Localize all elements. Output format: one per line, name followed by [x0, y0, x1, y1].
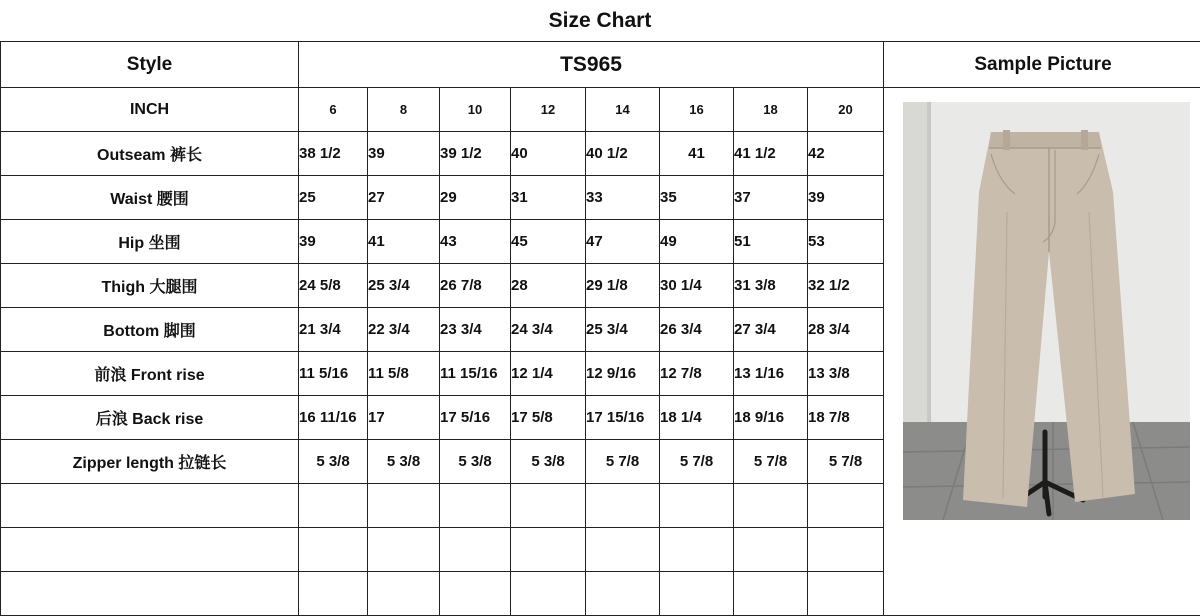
- value-cell: 12 7/8: [660, 352, 734, 396]
- empty-cell: [299, 484, 368, 528]
- header-row: [1, 42, 1200, 88]
- value-cell: 29: [440, 176, 511, 220]
- value-cell: 13 1/16: [734, 352, 808, 396]
- size-cell: 8: [368, 88, 440, 132]
- size-cell: 18: [734, 88, 808, 132]
- value-cell: 51: [734, 220, 808, 264]
- value-cell: 5 3/8: [440, 440, 511, 484]
- empty-cell: [660, 528, 734, 572]
- value-cell: 5 3/8: [299, 440, 368, 484]
- value-cell: 40 1/2: [586, 132, 660, 176]
- value-cell: 5 7/8: [808, 440, 884, 484]
- value-cell: 13 3/8: [808, 352, 884, 396]
- value-cell: 31 3/8: [734, 264, 808, 308]
- value-cell: 17: [368, 396, 440, 440]
- empty-cell: [511, 528, 586, 572]
- value-cell: 11 5/16: [299, 352, 368, 396]
- value-cell: 11 15/16: [440, 352, 511, 396]
- value-cell: 25 3/4: [586, 308, 660, 352]
- value-cell: 12 9/16: [586, 352, 660, 396]
- value-cell: 18 7/8: [808, 396, 884, 440]
- value-cell: 12 1/4: [511, 352, 586, 396]
- value-cell: 31: [511, 176, 586, 220]
- value-cell: 29 1/8: [586, 264, 660, 308]
- model-header: TS965: [299, 42, 884, 88]
- sample-picture-header: Sample Picture: [884, 42, 1200, 88]
- value-cell: 40: [511, 132, 586, 176]
- empty-cell: [440, 528, 511, 572]
- row-label: Hip 坐围: [1, 220, 299, 264]
- empty-cell: [734, 528, 808, 572]
- value-cell: 33: [586, 176, 660, 220]
- row-label: Waist 腰围: [1, 176, 299, 220]
- value-cell: 53: [808, 220, 884, 264]
- value-cell: 28: [511, 264, 586, 308]
- style-header: Style: [1, 42, 299, 88]
- value-cell: 27 3/4: [734, 308, 808, 352]
- empty-cell: [440, 484, 511, 528]
- empty-cell: [808, 528, 884, 572]
- value-cell: 22 3/4: [368, 308, 440, 352]
- value-cell: 5 7/8: [586, 440, 660, 484]
- size-cell: 20: [808, 88, 884, 132]
- row-label: 后浪 Back rise: [1, 396, 299, 440]
- value-cell: 23 3/4: [440, 308, 511, 352]
- row-label: Zipper length 拉链长: [1, 440, 299, 484]
- value-cell: 25: [299, 176, 368, 220]
- value-cell: 41 1/2: [734, 132, 808, 176]
- value-cell: 17 15/16: [586, 396, 660, 440]
- value-cell: 42: [808, 132, 884, 176]
- empty-cell: [1, 484, 299, 528]
- value-cell: 41: [660, 132, 734, 176]
- chart-title: Size Chart: [0, 0, 1200, 41]
- empty-cell: [1, 528, 299, 572]
- size-row: [1, 88, 1200, 132]
- empty-cell: [660, 484, 734, 528]
- value-cell: 37: [734, 176, 808, 220]
- row-label: Bottom 脚围: [1, 308, 299, 352]
- value-cell: 43: [440, 220, 511, 264]
- value-cell: 49: [660, 220, 734, 264]
- size-cell: 10: [440, 88, 511, 132]
- value-cell: 27: [368, 176, 440, 220]
- value-cell: 39: [368, 132, 440, 176]
- value-cell: 38 1/2: [299, 132, 368, 176]
- value-cell: 24 3/4: [511, 308, 586, 352]
- value-cell: 5 3/8: [511, 440, 586, 484]
- size-cell: 12: [511, 88, 586, 132]
- size-chart-table: [0, 41, 1200, 616]
- value-cell: 24 5/8: [299, 264, 368, 308]
- value-cell: 26 3/4: [660, 308, 734, 352]
- sample-picture-cell: [884, 88, 1200, 616]
- empty-cell: [734, 484, 808, 528]
- size-cell: 6: [299, 88, 368, 132]
- value-cell: 32 1/2: [808, 264, 884, 308]
- value-cell: 28 3/4: [808, 308, 884, 352]
- empty-cell: [299, 528, 368, 572]
- value-cell: 45: [511, 220, 586, 264]
- sample-picture: [903, 102, 1190, 520]
- size-cell: 16: [660, 88, 734, 132]
- value-cell: 41: [368, 220, 440, 264]
- value-cell: 39: [808, 176, 884, 220]
- row-label: Thigh 大腿围: [1, 264, 299, 308]
- value-cell: 35: [660, 176, 734, 220]
- value-cell: 16 11/16: [299, 396, 368, 440]
- trousers-photo-icon: [903, 102, 1190, 520]
- value-cell: 17 5/16: [440, 396, 511, 440]
- row-label: Outseam 裤长: [1, 132, 299, 176]
- value-cell: 18 9/16: [734, 396, 808, 440]
- empty-cell: [368, 528, 440, 572]
- value-cell: 11 5/8: [368, 352, 440, 396]
- empty-cell: [586, 528, 660, 572]
- row-label: 前浪 Front rise: [1, 352, 299, 396]
- empty-cell: [808, 484, 884, 528]
- value-cell: 39: [299, 220, 368, 264]
- empty-cell: [586, 484, 660, 528]
- size-cell: 14: [586, 88, 660, 132]
- empty-cell: [368, 484, 440, 528]
- value-cell: 21 3/4: [299, 308, 368, 352]
- value-cell: 17 5/8: [511, 396, 586, 440]
- value-cell: 30 1/4: [660, 264, 734, 308]
- empty-cell: [511, 484, 586, 528]
- value-cell: 39 1/2: [440, 132, 511, 176]
- value-cell: 25 3/4: [368, 264, 440, 308]
- value-cell: 5 3/8: [368, 440, 440, 484]
- value-cell: 5 7/8: [660, 440, 734, 484]
- value-cell: 18 1/4: [660, 396, 734, 440]
- value-cell: 47: [586, 220, 660, 264]
- unit-label: INCH: [1, 88, 299, 132]
- value-cell: 5 7/8: [734, 440, 808, 484]
- value-cell: 26 7/8: [440, 264, 511, 308]
